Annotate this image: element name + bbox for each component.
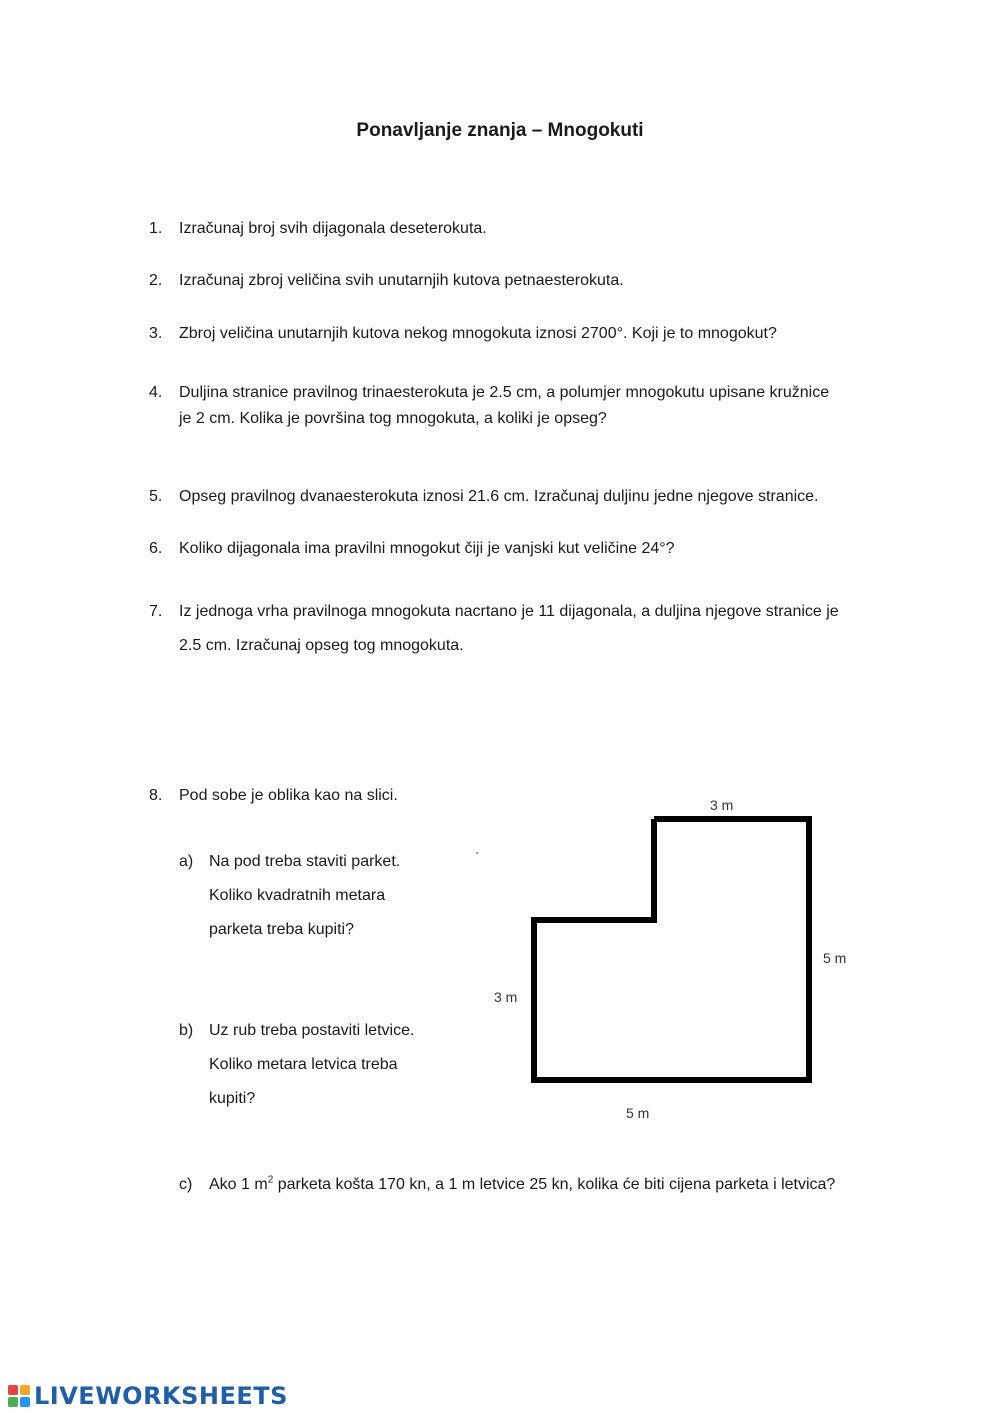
logo-square (8, 1385, 18, 1395)
brand-name: LIVEWORKSHEETS (34, 1382, 288, 1410)
question-8a (179, 845, 469, 947)
subquestion-line: Koliko metara letvica treba (209, 1056, 398, 1073)
logo-square (20, 1397, 30, 1407)
subquestion-line: Na pod treba staviti parket. (209, 853, 401, 870)
question-1 (149, 216, 899, 242)
subquestion-text-pre: Ako 1 m (209, 1176, 268, 1193)
floor-plan-svg (480, 790, 880, 1130)
floor-plan-outline (534, 819, 809, 1080)
dimension-label-right: 5 m (823, 950, 847, 966)
question-text: Opseg pravilnog dvanaesterokuta iznosi 21.6 cm. Izračunaj duljinu jedne njegove stranice. (179, 488, 819, 505)
question-number: 2. (149, 272, 163, 289)
logo-square (8, 1397, 18, 1407)
page-title: Ponavljanje znanja – Mnogokuti (356, 120, 644, 141)
question-5 (149, 484, 919, 510)
question-number: 5. (149, 488, 163, 505)
subquestion-letter: c) (179, 1176, 193, 1193)
question-number: 1. (149, 220, 163, 237)
question-3 (149, 321, 899, 347)
question-text-line-2: je 2 cm. Kolika je površina tog mnogokuta, a koliki je opseg? (179, 410, 607, 427)
question-text: Izračunaj zbroj veličina svih unutarnjih kutova petnaesterokuta. (179, 272, 624, 289)
question-number: 4. (149, 384, 163, 401)
question-7 (149, 595, 919, 663)
question-text: Koliko dijagonala ima pravilni mnogokut čiji je vanjski kut veličine 24°? (179, 540, 675, 557)
question-8b (179, 1014, 469, 1116)
floor-plan-figure (480, 790, 880, 1130)
question-number: 3. (149, 325, 163, 342)
question-2 (149, 268, 899, 294)
question-number: 8. (149, 787, 163, 804)
dimension-label-top: 3 m (710, 797, 734, 813)
question-text: Pod sobe je oblika kao na slici. (179, 787, 398, 804)
question-text-line-1: Duljina stranice pravilnog trinaesterokuta je 2.5 cm, a polumjer mnogokutu upisane kružnice (179, 384, 830, 401)
subquestion-line: Uz rub treba postaviti letvice. (209, 1022, 415, 1039)
question-number: 7. (149, 603, 163, 620)
subquestion-letter: a) (179, 853, 194, 870)
question-text-line-1: Iz jednoga vrha pravilnoga mnogokuta nacrtano je 11 dijagonala, a duljina njegove stranice je (179, 603, 839, 620)
question-number: 6. (149, 540, 163, 557)
question-4 (149, 380, 919, 432)
stray-dot (476, 852, 478, 854)
question-text-line-2: 2.5 cm. Izračunaj opseg tog mnogokuta. (179, 637, 464, 654)
dimension-label-bottom: 5 m (626, 1105, 650, 1121)
logo-square (20, 1385, 30, 1395)
question-6 (149, 536, 919, 562)
superscript-exponent: 2 (267, 1174, 274, 1186)
dimension-label-left: 3 m (494, 989, 518, 1005)
subquestion-line: Koliko kvadratnih metara (209, 887, 386, 904)
question-text: Izračunaj broj svih dijagonala deseterokuta. (179, 220, 487, 237)
question-8c (179, 1168, 909, 1202)
subquestion-line: kupiti? (209, 1090, 256, 1107)
subquestion-text-post: parketa košta 170 kn, a 1 m letvice 25 kn, kolika će biti cijena parketa i letvica? (273, 1176, 836, 1193)
question-text: Zbroj veličina unutarnjih kutova nekog mnogokuta iznosi 2700°. Koji je to mnogokut? (179, 325, 777, 342)
liveworksheets-logo-icon (8, 1385, 30, 1407)
subquestion-line: parketa treba kupiti? (209, 921, 354, 938)
footer-brand (8, 1382, 288, 1410)
subquestion-letter: b) (179, 1022, 194, 1039)
